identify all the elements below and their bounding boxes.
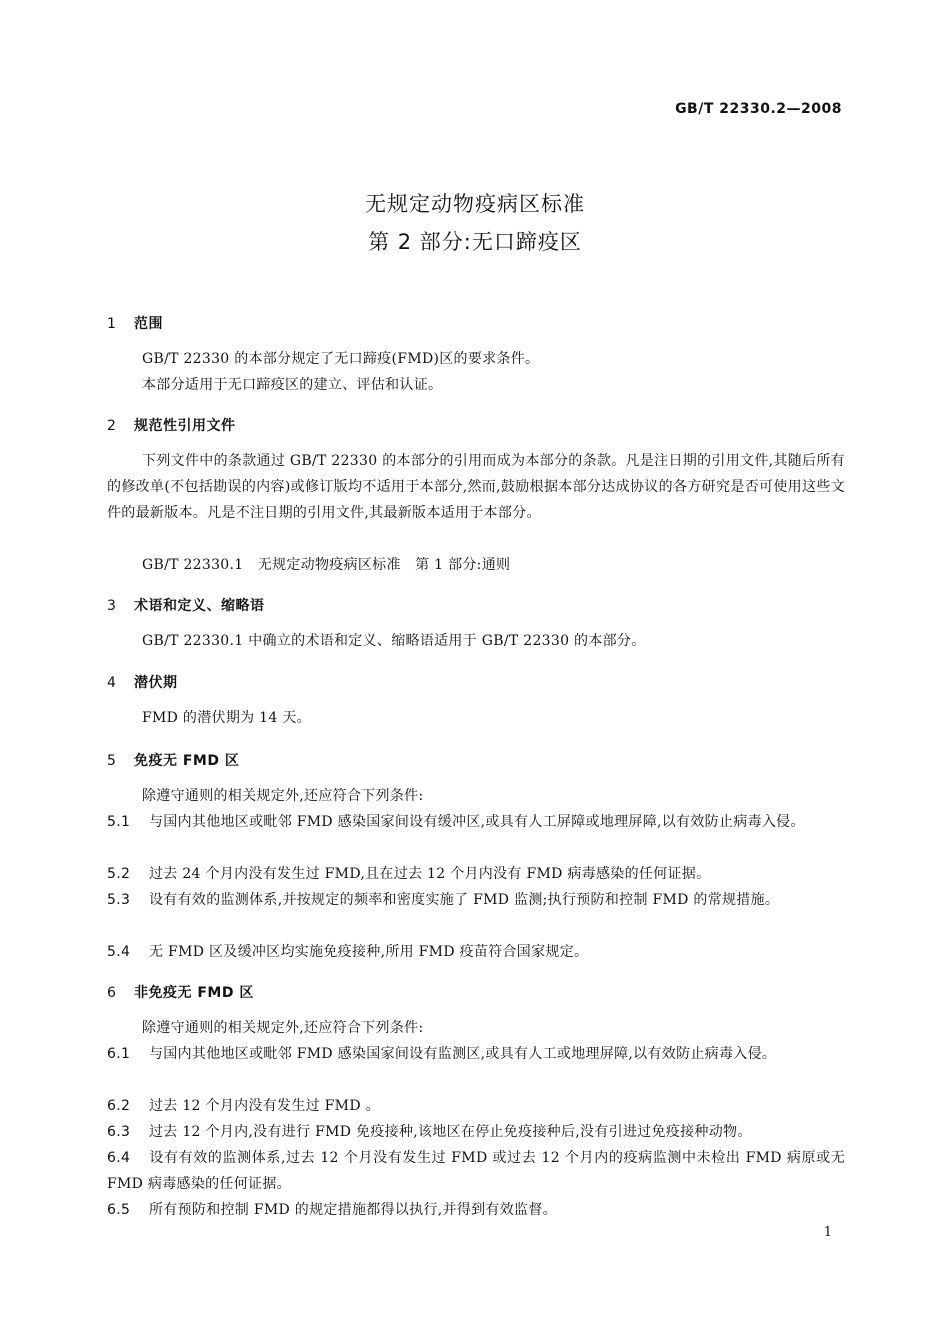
clause <box>107 1041 845 1067</box>
section-title: 潜伏期 <box>134 675 178 691</box>
clause-number: 5.4 <box>107 944 131 960</box>
document-subtitle: 第 2 部分:无口蹄疫区 <box>368 230 582 254</box>
clause-number: 6.1 <box>107 1046 131 1062</box>
paragraph: 本部分适用于无口蹄疫区的建立、评估和认证。 <box>142 377 443 393</box>
section-heading <box>107 313 163 333</box>
section-number: 6 <box>107 985 117 1001</box>
clause-text: 过去 24 个月内没有发生过 FMD,且在过去 12 个月内没有 FMD 病毒感染的任何证据。 <box>149 866 711 882</box>
clause-number: 6.4 <box>107 1150 131 1166</box>
clause <box>107 1197 845 1223</box>
clause-text: 设有有效的监测体系,过去 12 个月没有发生过 FMD 或过去 12 个月内的疫病监测中未检出 FMD 病原或无 FMD 病毒感染的任何证据。 <box>107 1150 845 1192</box>
section-heading <box>107 672 178 692</box>
document-title: 无规定动物疫病区标准 <box>365 192 585 216</box>
clause-text: 与国内其他地区或毗邻 FMD 感染国家间设有监测区,或具有人工或地理屏障,以有效防止病毒入侵。 <box>149 1046 777 1062</box>
paragraph: GB/T 22330.1 中确立的术语和定义、缩略语适用于 GB/T 22330 的本部分。 <box>142 633 646 649</box>
clause-number: 6.5 <box>107 1202 131 1218</box>
paragraph: 除遵守通则的相关规定外,还应符合下列条件: <box>142 788 424 804</box>
clause-number: 6.2 <box>107 1098 131 1114</box>
section-number: 2 <box>107 418 117 434</box>
standard-code: GB/T 22330.2—2008 <box>675 101 842 117</box>
page-number: 1 <box>823 1225 832 1240</box>
clause <box>107 809 845 835</box>
clause <box>107 1145 845 1197</box>
clause <box>107 1093 845 1119</box>
paragraph: 除遵守通则的相关规定外,还应符合下列条件: <box>142 1020 424 1036</box>
clause-number: 5.3 <box>107 892 131 908</box>
clause <box>107 939 845 965</box>
section-number: 4 <box>107 675 117 691</box>
clause-number: 6.3 <box>107 1124 131 1140</box>
clause-number: 5.1 <box>107 814 131 830</box>
section-number: 3 <box>107 598 117 614</box>
section-heading <box>107 982 254 1002</box>
section-title: 术语和定义、缩略语 <box>134 598 265 614</box>
section-title: 免疫无 FMD 区 <box>134 753 240 769</box>
section-title: 非免疫无 FMD 区 <box>134 985 254 1001</box>
section-number: 5 <box>107 753 117 769</box>
clause <box>107 861 845 887</box>
clause-text: 过去 12 个月内,没有进行 FMD 免疫接种,该地区在停止免疫接种后,没有引进过免疫接种动物。 <box>149 1124 752 1140</box>
section-title: 范围 <box>134 316 163 332</box>
clause <box>107 887 845 913</box>
section-number: 1 <box>107 316 117 332</box>
clause <box>107 1119 845 1145</box>
section-heading <box>107 595 265 615</box>
clause-number: 5.2 <box>107 866 131 882</box>
section-title: 规范性引用文件 <box>134 418 236 434</box>
section-heading <box>107 750 239 770</box>
paragraph: 下列文件中的条款通过 GB/T 22330 的本部分的引用而成为本部分的条款。凡是注日期的引用文件,其随后所有的修改单(不包括勘误的内容)或修订版均不适用于本部分,然而,鼓励根据本部分达成协议的各方研究是否可使用这些文件的最新版本。凡是不注日期的引用文件,其最新版本适用于本部分。 <box>107 453 845 521</box>
clause-text: 过去 12 个月内没有发生过 FMD 。 <box>149 1098 380 1114</box>
paragraph: FMD 的潜伏期为 14 天。 <box>142 710 311 726</box>
clause-text: 无 FMD 区及缓冲区均实施免疫接种,所用 FMD 疫苗符合国家规定。 <box>149 944 589 960</box>
clause-text: 所有预防和控制 FMD 的规定措施都得以执行,并得到有效监督。 <box>149 1202 557 1218</box>
clause-text: 设有有效的监测体系,并按规定的频率和密度实施了 FMD 监测;执行预防和控制 FMD 的常规措施。 <box>149 892 780 908</box>
normative-reference: GB/T 22330.1 无规定动物疫病区标准 第 1 部分:通则 <box>142 557 511 573</box>
paragraph: GB/T 22330 的本部分规定了无口蹄疫(FMD)区的要求条件。 <box>142 351 540 367</box>
section-heading <box>107 415 236 435</box>
clause-text: 与国内其他地区或毗邻 FMD 感染国家间设有缓冲区,或具有人工屏障或地理屏障,以有效防止病毒入侵。 <box>149 814 805 830</box>
